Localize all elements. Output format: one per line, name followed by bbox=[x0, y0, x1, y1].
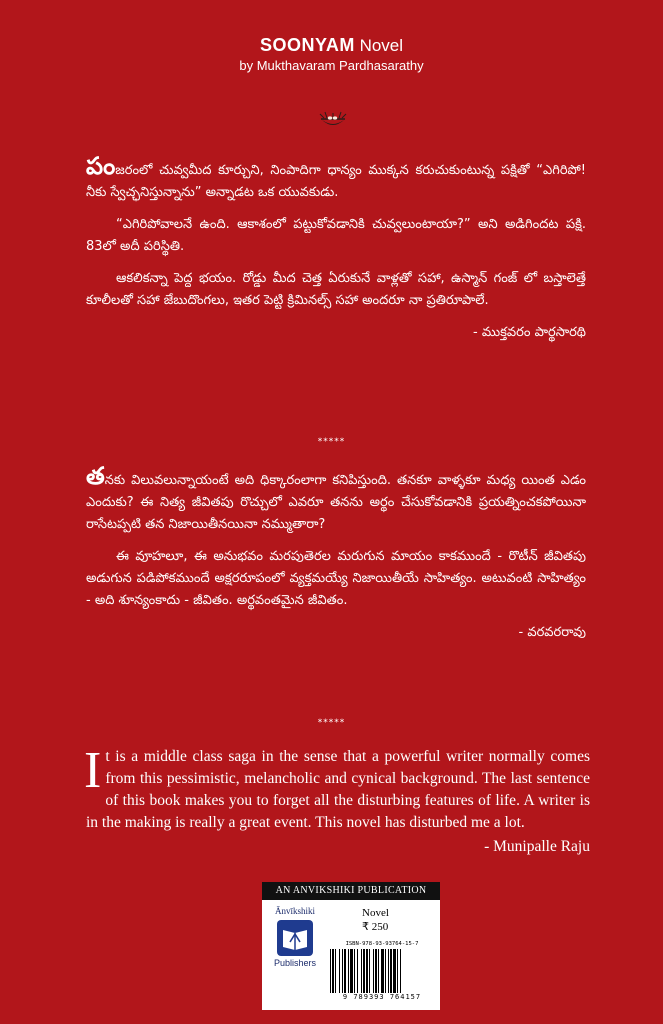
barcode-digits: 9 789393 764157 bbox=[342, 993, 422, 1001]
barcode-bar bbox=[400, 949, 401, 993]
quote1-paragraph-1 bbox=[86, 152, 586, 204]
title-main: SOONYAM bbox=[259, 35, 355, 55]
publisher-logo bbox=[268, 906, 322, 1002]
publisher-box bbox=[262, 882, 440, 1010]
separator-stars: ***** bbox=[317, 718, 346, 728]
english-signature: - Munipalle Raju bbox=[484, 838, 590, 855]
price-box bbox=[362, 906, 389, 934]
drop-letter: పం bbox=[86, 152, 116, 180]
title-suffix: Novel bbox=[359, 36, 404, 55]
separator-stars: ***** bbox=[317, 437, 346, 447]
quote2-signature: - వరవరరావు bbox=[518, 625, 586, 640]
quote2-p1-text: నకు విలువలున్నాయంటే అది ధిక్కారంలాగా కనిపిస్తుంది. తనకూ వాళ్ళకూ మధ్య యింత ఎడం ఎందుకు? ఈ నిత్య జీవితపు రొచ్చులో ఎవరూ తనను అర్థం చేసుకోవడానికి ప్రయత్నించకపోయినా రాసేటప్పటి తన నిజాయితీనయినా నమ్ముతారా? bbox=[86, 473, 586, 532]
publication-banner: AN ANVIKSHIKI PUBLICATION bbox=[262, 882, 440, 900]
quote1-signature: - ముక్తవరం పార్థసారథి bbox=[473, 325, 586, 340]
publisher-imprint: Publishers bbox=[273, 958, 317, 968]
telugu-quote-2 bbox=[86, 462, 586, 644]
quote1-paragraph-2: “ఎగిరిపోవాలనే ఉంది. ఆకాశంలో పట్టుకోవడానికి చువ్వలుంటాయా?” అని అడిగిందట పక్షి. 83లో అదీ పరిస్థితి. bbox=[86, 217, 586, 254]
book-title bbox=[0, 34, 663, 57]
publisher-brand: Ānvīkshiki bbox=[274, 906, 315, 916]
open-book-icon bbox=[277, 920, 313, 956]
english-dropcap: I bbox=[84, 742, 102, 799]
english-review bbox=[84, 742, 590, 858]
cover-header bbox=[0, 34, 663, 75]
quote1-paragraph-3: ఆకలికన్నా పెద్ద భయం. రోడ్డు మీద చెత్త ఏరుకునే వాళ్లతో సహా, ఉస్మాన్ గంజ్ లో బస్తాలెత్తే కూలీలతో సహా జేబుదొంగలు, ఇతర పెట్టి క్రిమినల్స్ సహా అందరూ నా ప్రతిరూపాలే. bbox=[86, 271, 586, 308]
author-line: by Mukthavaram Pardhasarathy bbox=[239, 58, 424, 73]
book-category: Novel bbox=[362, 907, 389, 919]
bird-nest-icon bbox=[318, 106, 348, 130]
telugu-quote-1 bbox=[86, 152, 586, 344]
barcode-bars bbox=[330, 949, 434, 993]
quote2-paragraph-2: ఈ వూహలూ, ఈ అనుభవం మరపుతెరల మరుగున మాయం కాకముందే - రొటీన్ జీవితపు అడుగున పడిపోకముందే అక్షరరూపంలో వ్యక్తమయ్యే నిజాయితీయే సాహిత్యం. అటువంటి సాహిత్యం - అది శూన్యంకాదు - జీవితం. అర్థవంతమైన జీవితం. bbox=[86, 549, 586, 608]
isbn-barcode bbox=[330, 940, 434, 1004]
isbn-label: ISBN-978-93-93764-15-7 bbox=[345, 941, 419, 947]
book-price: ₹ 250 bbox=[362, 921, 389, 933]
drop-letter: త bbox=[86, 462, 105, 490]
english-review-text: t is a middle class saga in the sense that a powerful writer normally comes from this pessimistic, melancholic and cynical background. The last sentence of this book makes you to forget all the disturbing features of life. A writer is in the making is really a great event. This novel has disturbed me a lot. bbox=[86, 748, 590, 831]
quote1-p1-text: జరంలో చువ్వమీద కూర్చుని, నింపాదిగా ధాన్యం ముక్కన కరుచుకుంటున్న పక్షితో “ఎగిరిపో! నీకు స్వేచ్ఛనిస్తున్నాను” అన్నాడట ఒక యువకుడు. bbox=[86, 163, 586, 200]
quote2-paragraph-1 bbox=[86, 462, 586, 536]
